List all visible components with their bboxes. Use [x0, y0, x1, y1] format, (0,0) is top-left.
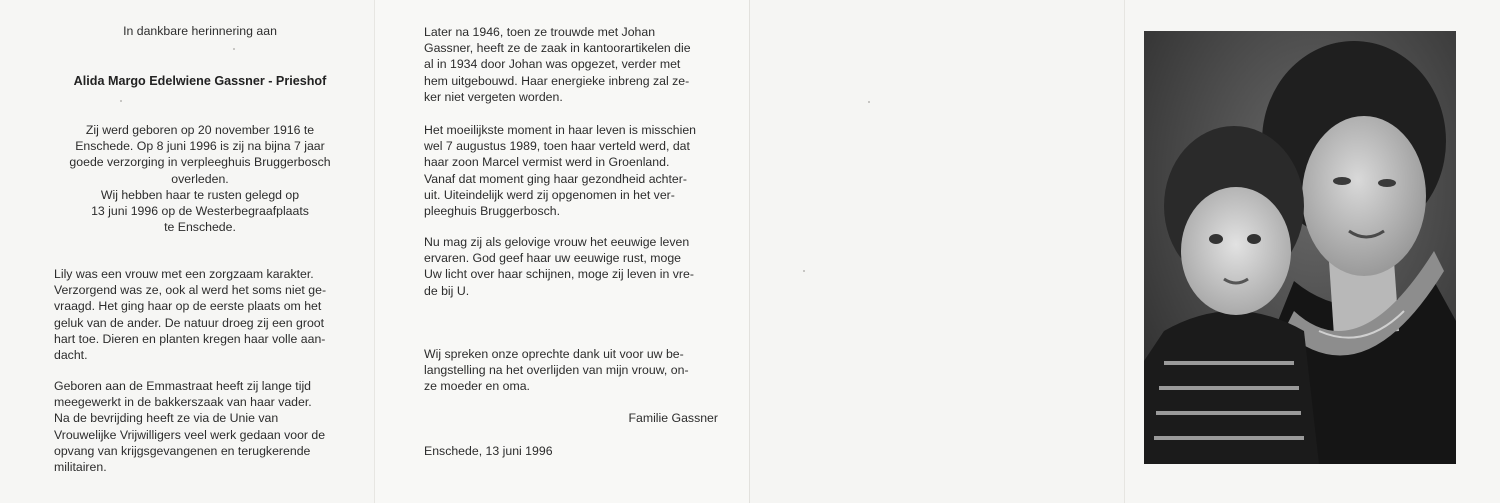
paragraph-line: Na de bevrijding heeft ze via de Unie van — [54, 411, 279, 426]
deceased-name: Alida Margo Edelwiene Gassner - Prieshof — [73, 74, 327, 88]
paragraph-line: militairen. — [54, 460, 107, 475]
paragraph-line: pleeghuis Bruggerbosch. — [424, 204, 561, 219]
bio-line: Wij hebben haar te rusten gelegd op — [100, 187, 300, 202]
paragraph-line: uit. Uiteindelijk werd zij opgenomen in het ver- — [424, 187, 675, 202]
paragraph-line: ze moeder en oma. — [424, 379, 530, 394]
family-signature: Familie Gassner — [628, 411, 718, 425]
paragraph-line: Verzorgend was ze, ook al werd het soms niet ge- — [54, 283, 327, 298]
life-paragraph — [54, 378, 346, 475]
paragraph-line: opvang van krijgsgevangenen en terugkerende — [54, 443, 311, 458]
paragraph-line: Geboren aan de Emmastraat heeft zij lange tijd — [54, 379, 312, 393]
character-paragraph — [54, 266, 346, 363]
paragraph-line: al in 1934 door Johan was opgezet, verder met — [424, 57, 681, 72]
bio-line: goede verzorging in verpleeghuis Bruggerbosch — [69, 155, 331, 170]
paragraph-line: Het moeilijkste moment in haar leven is misschien — [424, 123, 697, 137]
bio-line: 13 juni 1996 op de Westerbegraafplaats — [91, 204, 309, 219]
paragraph-line: Later na 1946, toen ze trouwde met Johan — [424, 25, 656, 39]
bio-line: Enschede. Op 8 juni 1996 is zij na bijna 7 jaar — [75, 139, 325, 154]
paper-speck — [803, 270, 805, 272]
paragraph-line: vraagd. Het ging haar op de eerste plaats om het — [54, 299, 322, 314]
marriage-paragraph — [424, 24, 718, 105]
bio-line: overleden. — [171, 171, 229, 186]
paragraph-line: hart toe. Dieren en planten kregen haar volle aan- — [54, 331, 326, 346]
paragraph-line: ker niet vergeten worden. — [424, 89, 563, 104]
paragraph-line: ervaren. God geef haar uw eeuwige rust, moge — [424, 251, 682, 266]
hardship-paragraph — [424, 122, 718, 219]
faith-paragraph — [424, 234, 718, 299]
paragraph-line: dacht. — [54, 348, 88, 363]
portrait-illustration — [1144, 31, 1456, 464]
paper-speck — [120, 100, 122, 102]
paragraph-line: Vanaf dat moment ging haar gezondheid achter- — [424, 171, 687, 186]
thanks-paragraph — [424, 346, 718, 395]
bio-line: Zij werd geboren op 20 november 1916 te — [85, 123, 315, 137]
paragraph-line: haar zoon Marcel vermist werd in Groenland. — [424, 155, 670, 170]
paragraph-line: Uw licht over haar schijnen, moge zij leven in vre- — [424, 267, 694, 282]
portrait-photo — [1144, 31, 1456, 464]
bio-paragraph — [20, 122, 380, 235]
paragraph-line: de bij U. — [424, 283, 470, 298]
paper-speck — [233, 48, 235, 50]
paragraph-line: langstelling na het overlijden van mijn vrouw, on- — [424, 363, 689, 378]
paragraph-line: Nu mag zij als gelovige vrouw het eeuwige leven — [424, 235, 690, 249]
paragraph-line: geluk van de ander. De natuur droeg zij een groot — [54, 315, 325, 330]
place-date: Enschede, 13 juni 1996 — [424, 444, 553, 458]
paragraph-line: Lily was een vrouw met een zorgzaam karakter. — [54, 267, 314, 281]
paragraph-line: Gassner, heeft ze de zaak in kantoorartikelen die — [424, 41, 691, 56]
bio-line: te Enschede. — [164, 220, 236, 235]
paper-speck — [868, 101, 870, 103]
paragraph-line: Vrouwelijke Vrijwilligers veel werk gedaan voor de — [54, 427, 326, 442]
panel-blank — [750, 0, 1125, 503]
paragraph-line: hem uitgebouwd. Haar energieke inbreng zal ze- — [424, 73, 690, 88]
paragraph-line: meegewerkt in de bakkerszaak van haar vader. — [54, 395, 312, 410]
paragraph-line: wel 7 augustus 1989, toen haar verteld werd, dat — [424, 139, 690, 154]
intro-heading: In dankbare herinnering aan — [123, 24, 277, 38]
paragraph-line: Wij spreken onze oprechte dank uit voor uw be- — [424, 347, 684, 361]
